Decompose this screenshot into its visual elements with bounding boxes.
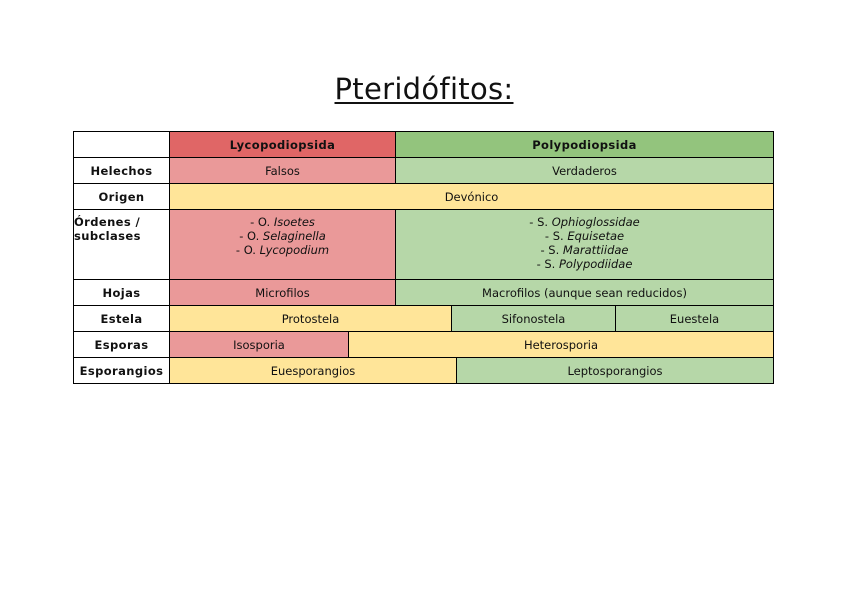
helechos-poly-cell: Verdaderos bbox=[395, 157, 774, 184]
row-label-ordenes bbox=[73, 209, 170, 280]
list-item: - O. Selaginella bbox=[239, 229, 326, 243]
esporas-isosporia-cell: Isosporia bbox=[169, 331, 349, 358]
ordenes-label-line1: Órdenes / bbox=[74, 215, 141, 229]
row-label-hojas: Hojas bbox=[73, 279, 170, 306]
list-item: - S. Ophioglossidae bbox=[529, 215, 640, 229]
ordenes-poly-cell bbox=[395, 209, 774, 280]
ordenes-lyco-cell bbox=[169, 209, 396, 280]
helechos-lyco-cell: Falsos bbox=[169, 157, 396, 184]
row-label-esporas: Esporas bbox=[73, 331, 170, 358]
origen-value-cell: Devónico bbox=[169, 183, 774, 210]
table-corner-cell bbox=[73, 131, 170, 158]
list-item: - S. Marattiidae bbox=[540, 243, 629, 257]
estela-euestela-cell: Euestela bbox=[615, 305, 774, 332]
ordenes-label-line2: subclases bbox=[74, 229, 141, 243]
list-item: - S. Equisetae bbox=[544, 229, 625, 243]
estela-protostela-cell: Protostela bbox=[169, 305, 452, 332]
list-item: - S. Polypodiidae bbox=[536, 257, 633, 271]
row-label-helechos: Helechos bbox=[73, 157, 170, 184]
esporangios-eusporangios-cell: Euesporangios bbox=[169, 357, 457, 384]
row-label-origen: Origen bbox=[73, 183, 170, 210]
page-title: Pteridófitos: bbox=[334, 72, 514, 106]
esporangios-leptosporangios-cell: Leptosporangios bbox=[456, 357, 774, 384]
row-label-estela: Estela bbox=[73, 305, 170, 332]
estela-sifonostela-cell: Sifonostela bbox=[451, 305, 616, 332]
row-label-esporangios: Esporangios bbox=[73, 357, 170, 384]
header-lycopodiopsida: Lycopodiopsida bbox=[169, 131, 396, 158]
hojas-lyco-cell: Microfilos bbox=[169, 279, 396, 306]
esporas-heterosporia-cell: Heterosporia bbox=[348, 331, 774, 358]
hojas-poly-cell: Macrofilos (aunque sean reducidos) bbox=[395, 279, 774, 306]
list-item: - O. Isoetes bbox=[250, 215, 315, 229]
ordenes-lyco-list bbox=[236, 215, 329, 257]
list-item: - O. Lycopodium bbox=[235, 243, 330, 257]
header-polypodiopsida: Polypodiopsida bbox=[395, 131, 774, 158]
comparison-table bbox=[73, 131, 774, 384]
ordenes-poly-list bbox=[529, 215, 639, 271]
